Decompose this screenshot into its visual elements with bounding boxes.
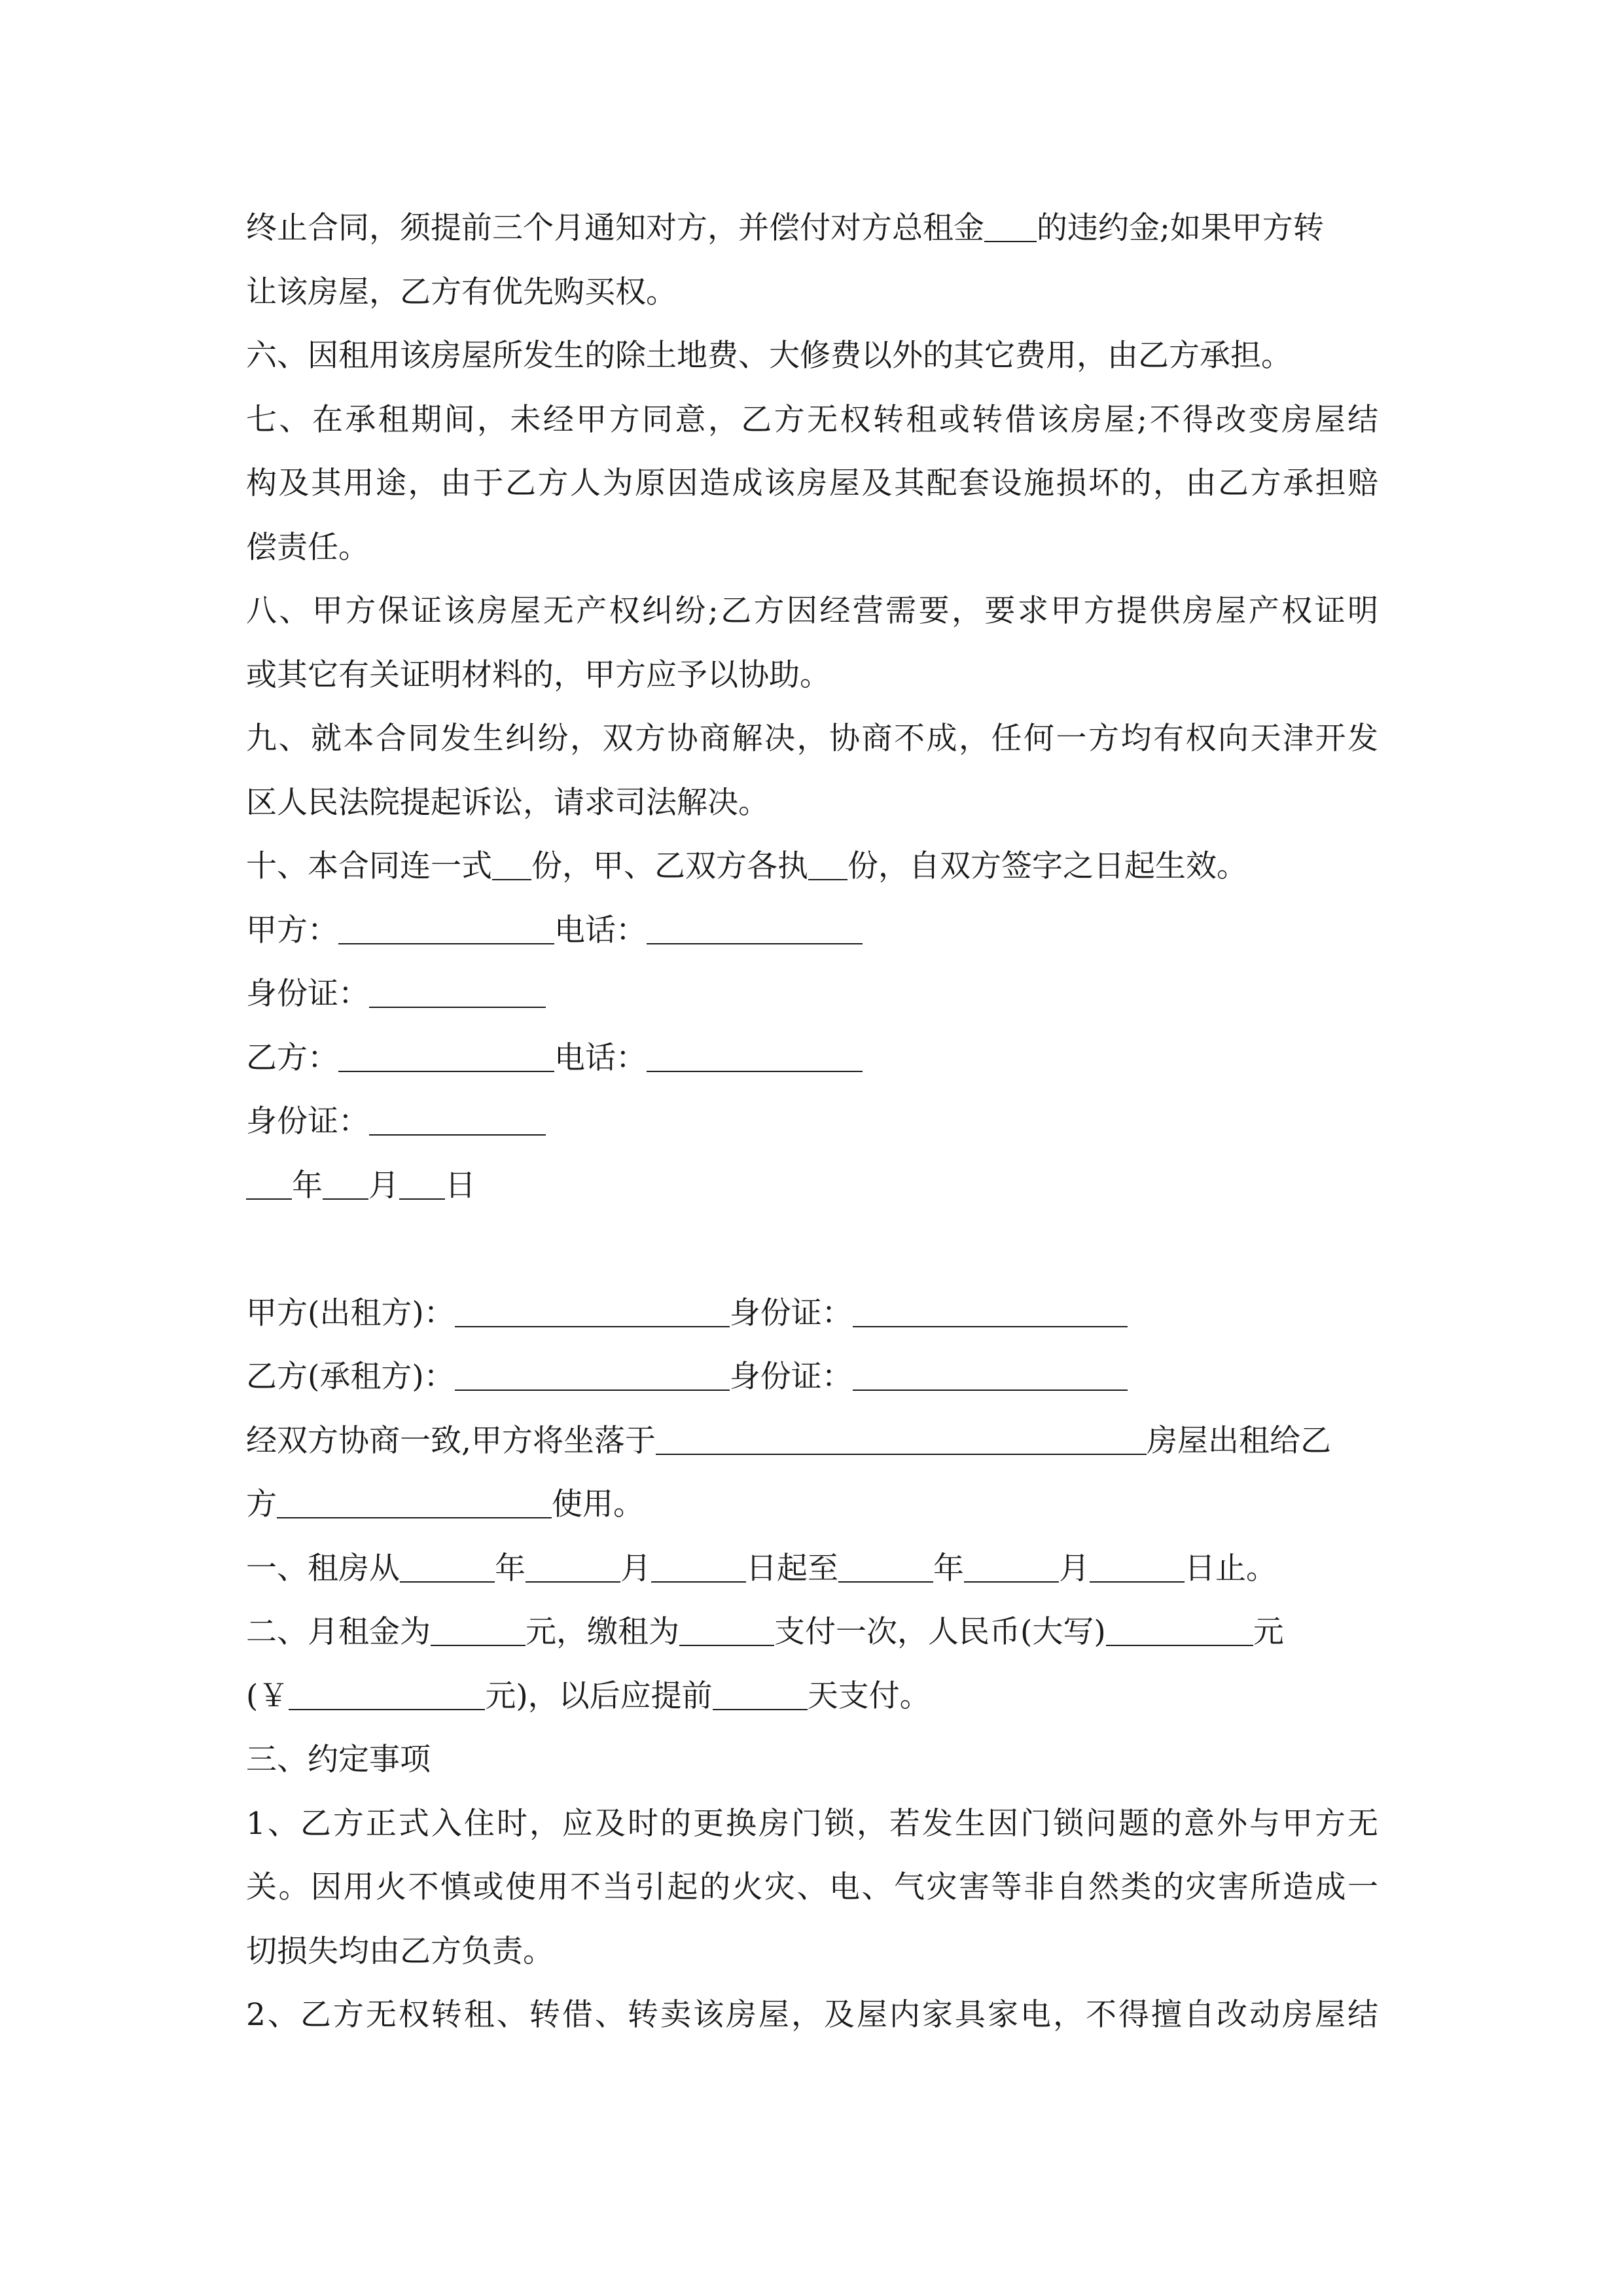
clause-7-line-3: 偿责任。 xyxy=(246,529,369,565)
intro-line-2 xyxy=(246,1473,1378,1537)
clause-8-line-1: 八、甲方保证该房屋无产权纠纷;乙方因经营需要，要求甲方提供房屋产权证明 xyxy=(246,593,1378,629)
end-year-blank xyxy=(838,1551,933,1583)
rent-text: 二、月租金为 xyxy=(246,1614,431,1650)
intro-line-1 xyxy=(246,1409,1378,1473)
intro-text: 房屋出租给乙 xyxy=(1146,1422,1331,1459)
start-day-blank xyxy=(651,1551,746,1583)
rent-line-1 xyxy=(246,1600,1378,1664)
intro-text: 使用。 xyxy=(552,1486,644,1522)
lessor-label: 甲方(出租方)： xyxy=(246,1295,455,1331)
term-text: 月 xyxy=(620,1550,651,1587)
rent-text: 天支付。 xyxy=(807,1677,931,1714)
id-card-label: 身份证： xyxy=(729,1295,853,1331)
term-text: 日起至 xyxy=(746,1550,838,1587)
item-1-line-2: 关。因用火不慎或使用不当引起的火灾、电、气灾害等非自然类的灾害所造成一 xyxy=(246,1869,1378,1905)
term-text: 年 xyxy=(495,1550,526,1587)
rent-text: (￥ xyxy=(246,1677,289,1714)
party-b-id-blank xyxy=(369,1104,546,1136)
party-a-blank xyxy=(338,913,554,944)
penalty-blank xyxy=(984,211,1037,242)
id-card-label: 身份证： xyxy=(729,1359,853,1395)
contract-page xyxy=(246,196,1378,2047)
payment-period-blank xyxy=(679,1615,774,1646)
item-1-line-3: 切损失均由乙方负责。 xyxy=(246,1933,554,1969)
party-a-id-blank xyxy=(369,977,546,1008)
clause-5-line-1 xyxy=(246,196,1378,260)
amount-figures-blank xyxy=(289,1679,485,1710)
intro-text: 经双方协商一致,甲方将坐落于 xyxy=(246,1422,656,1459)
phone-label: 电话： xyxy=(554,1039,647,1076)
lessee-id-blank xyxy=(853,1359,1128,1391)
item-2-line-1: 2、乙方无权转租、转借、转卖该房屋，及屋内家具家电，不得擅自改动房屋结 xyxy=(246,1997,1378,2033)
clause-text: 十、本合同连一式 xyxy=(246,848,492,884)
party-a-phone-blank xyxy=(647,913,863,944)
party-b-id-row xyxy=(246,1090,1378,1154)
party-b-phone-blank xyxy=(647,1041,863,1072)
clause-6: 六、因租用该房屋所发生的除土地费、大修费以外的其它费用，由乙方承担。 xyxy=(246,338,1292,374)
amount-words-blank xyxy=(1106,1615,1253,1646)
clause-text: 的违约金;如果甲方转 xyxy=(1037,210,1324,246)
clause-10 xyxy=(246,834,1378,899)
lessor-id-blank xyxy=(853,1296,1128,1327)
rent-text: 元，缴租为 xyxy=(526,1614,679,1650)
phone-label: 电话： xyxy=(554,912,647,948)
clause-text: 终止合同，须提前三个月通知对方，并偿付对方总租金 xyxy=(246,210,984,246)
party-b-blank xyxy=(338,1041,554,1072)
copies-each-blank xyxy=(808,849,847,880)
clause-9-line-1: 九、就本合同发生纠纷，双方协商解决，协商不成，任何一方均有权向天津开发 xyxy=(246,721,1378,757)
id-card-label: 身份证： xyxy=(246,976,369,1012)
rent-text: 元)，以后应提前 xyxy=(485,1677,713,1714)
end-day-blank xyxy=(1090,1551,1185,1583)
start-month-blank xyxy=(526,1551,620,1583)
day-label: 日 xyxy=(445,1167,476,1204)
clause-text: 份，甲、乙双方各执 xyxy=(531,848,808,884)
party-a-signature-row xyxy=(246,899,1378,963)
rent-text: 支付一次，人民币(大写) xyxy=(774,1614,1106,1650)
lessee-row xyxy=(246,1345,1378,1409)
id-card-label: 身份证： xyxy=(246,1103,369,1139)
year-label: 年 xyxy=(292,1167,323,1204)
month-label: 月 xyxy=(368,1167,399,1204)
lessee-name-blank xyxy=(277,1487,552,1518)
clause-5-line-2: 让该房屋，乙方有优先购买权。 xyxy=(246,274,677,310)
rent-line-2 xyxy=(246,1664,1378,1729)
rent-text: 元 xyxy=(1253,1614,1284,1650)
party-b-signature-row xyxy=(246,1026,1378,1090)
item-1-line-1: 1、乙方正式入住时，应及时的更换房门锁，若发生因门锁问题的意外与甲方无 xyxy=(246,1805,1378,1842)
term-text: 日止。 xyxy=(1185,1550,1277,1587)
month-blank xyxy=(323,1168,368,1200)
clause-7-line-2: 构及其用途，由于乙方人为原因造成该房屋及其配套设施损坏的，由乙方承担赔 xyxy=(246,465,1378,501)
term-text: 月 xyxy=(1059,1550,1090,1587)
section-gap xyxy=(246,1217,1378,1282)
year-blank xyxy=(246,1168,292,1200)
party-a-id-row xyxy=(246,962,1378,1026)
monthly-rent-blank xyxy=(431,1615,526,1646)
term-row xyxy=(246,1537,1378,1601)
location-blank xyxy=(656,1424,1147,1455)
lessor-row xyxy=(246,1282,1378,1346)
clause-7-line-1: 七、在承租期间，未经甲方同意，乙方无权转租或转借该房屋;不得改变房屋结 xyxy=(246,401,1378,438)
copies-blank xyxy=(492,849,531,880)
advance-days-blank xyxy=(713,1679,808,1710)
clause-8-line-2: 或其它有关证明材料的，甲方应予以协助。 xyxy=(246,656,830,693)
lessor-blank xyxy=(455,1296,730,1327)
start-year-blank xyxy=(400,1551,495,1583)
term-text: 一、租房从 xyxy=(246,1550,400,1587)
party-b-label: 乙方： xyxy=(246,1039,338,1076)
lessee-blank xyxy=(455,1359,730,1391)
date-row xyxy=(246,1154,1378,1218)
day-blank xyxy=(399,1168,445,1200)
agreed-items-heading: 三、约定事项 xyxy=(246,1742,431,1778)
term-text: 年 xyxy=(933,1550,964,1587)
lessee-label: 乙方(承租方)： xyxy=(246,1359,455,1395)
party-a-label: 甲方： xyxy=(246,912,338,948)
end-month-blank xyxy=(964,1551,1059,1583)
intro-text: 方 xyxy=(246,1486,277,1522)
clause-text: 份，自双方签字之日起生效。 xyxy=(847,848,1247,884)
clause-9-line-2: 区人民法院提起诉讼，请求司法解决。 xyxy=(246,784,769,821)
